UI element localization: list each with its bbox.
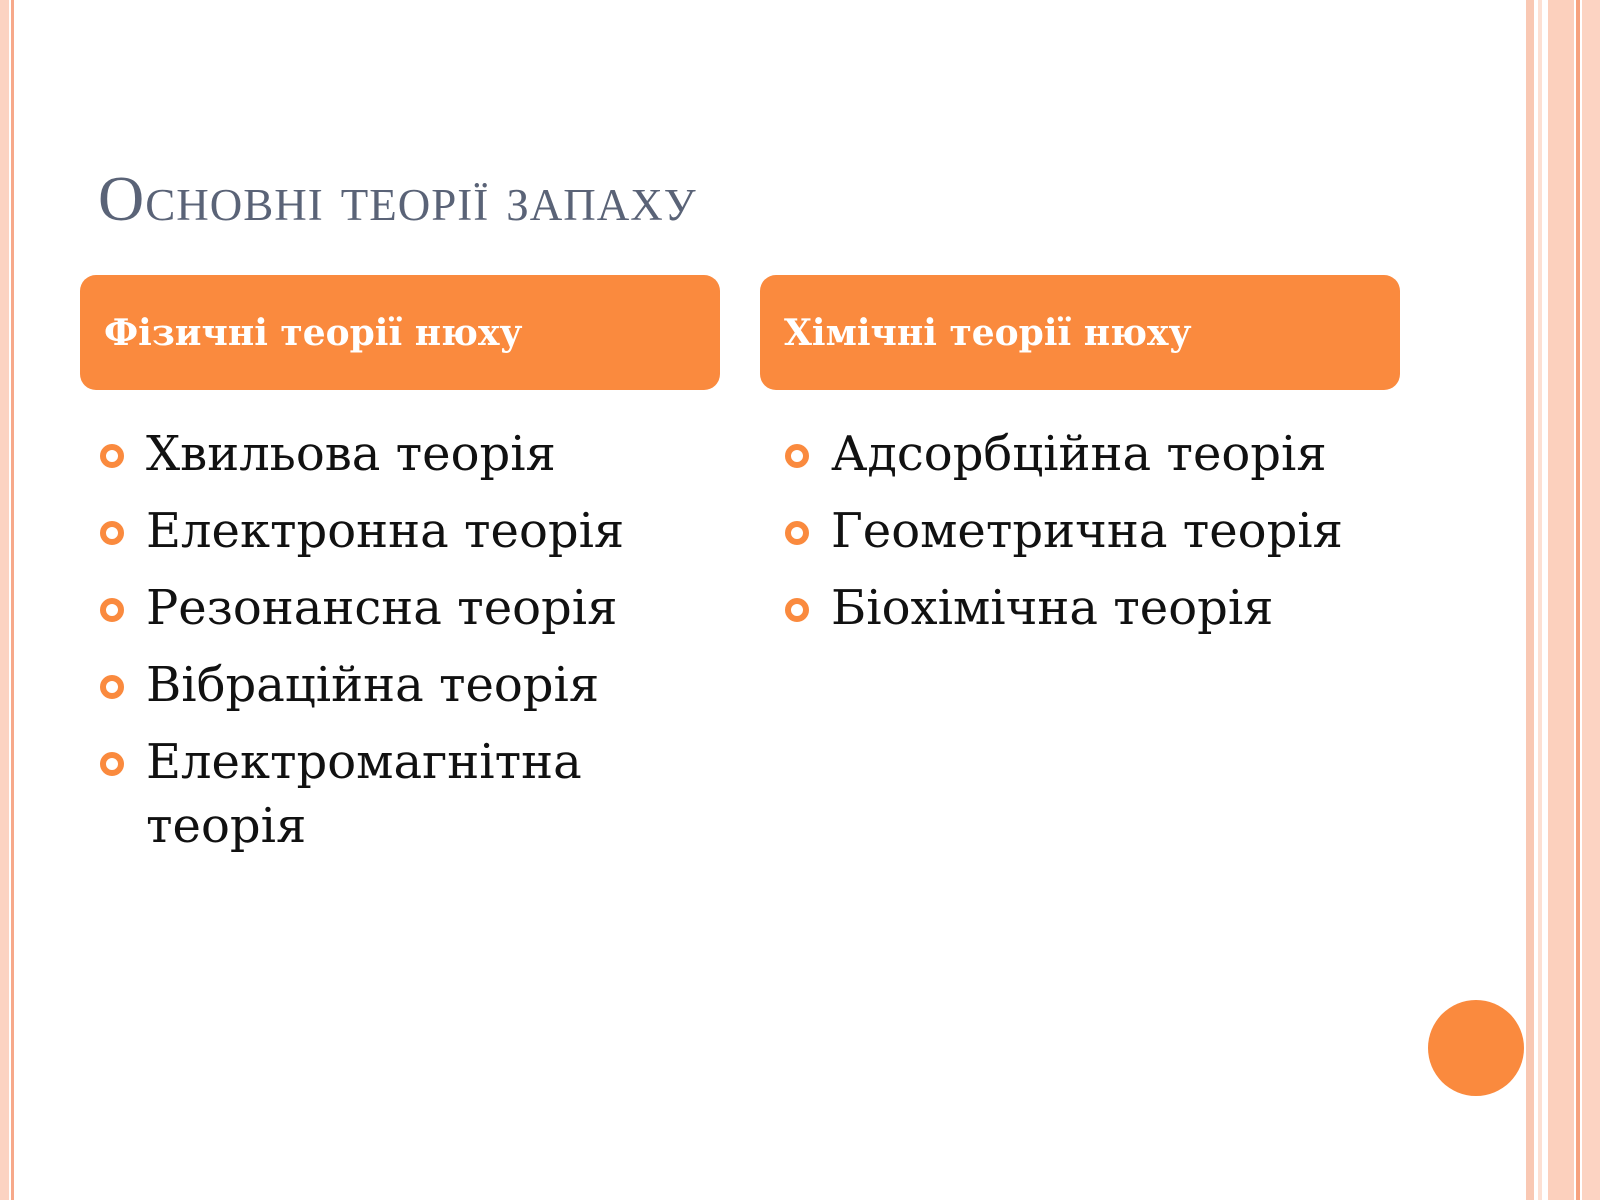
orange-circle-decoration [1428,1000,1524,1096]
ring-bullet-icon [100,444,124,468]
ring-bullet-icon [785,598,809,622]
list-item-label: Біохімічна теорія [831,580,1274,636]
ring-bullet-icon [100,598,124,622]
ring-bullet-icon [100,675,124,699]
list-item-label: Електронна теорія [146,503,625,559]
physical-theories-header [80,275,720,390]
ring-bullet-icon [100,521,124,545]
list-item [98,422,658,486]
list-item [783,576,1403,640]
chemical-theories-header [760,275,1400,390]
ring-bullet-icon [100,752,124,776]
list-item [783,422,1403,486]
chemical-theories-header-label: Хімічні теорії нюху [784,311,1192,354]
list-item [98,730,658,858]
list-item-label: Хвильова теорія [146,426,556,482]
list-item-label: Резонансна теорія [146,580,618,636]
physical-theories-list [98,422,658,871]
right-decorative-border [1526,0,1600,1200]
left-decorative-border [0,0,20,1200]
ring-bullet-icon [785,444,809,468]
list-item-label: Адсорбційна теорія [831,426,1327,482]
physical-theories-header-label: Фізичні теорії нюху [104,311,523,354]
list-item [98,576,658,640]
ring-bullet-icon [785,521,809,545]
list-item-label: Електромагнітна теорія [146,734,582,854]
list-item [98,499,658,563]
list-item-label: Вібраційна теорія [146,657,600,713]
list-item [98,653,658,717]
slide-title: Основні теорії запаху [98,163,697,234]
list-item [783,499,1403,563]
chemical-theories-list [783,422,1403,653]
list-item-label: Геометрична теорія [831,503,1343,559]
